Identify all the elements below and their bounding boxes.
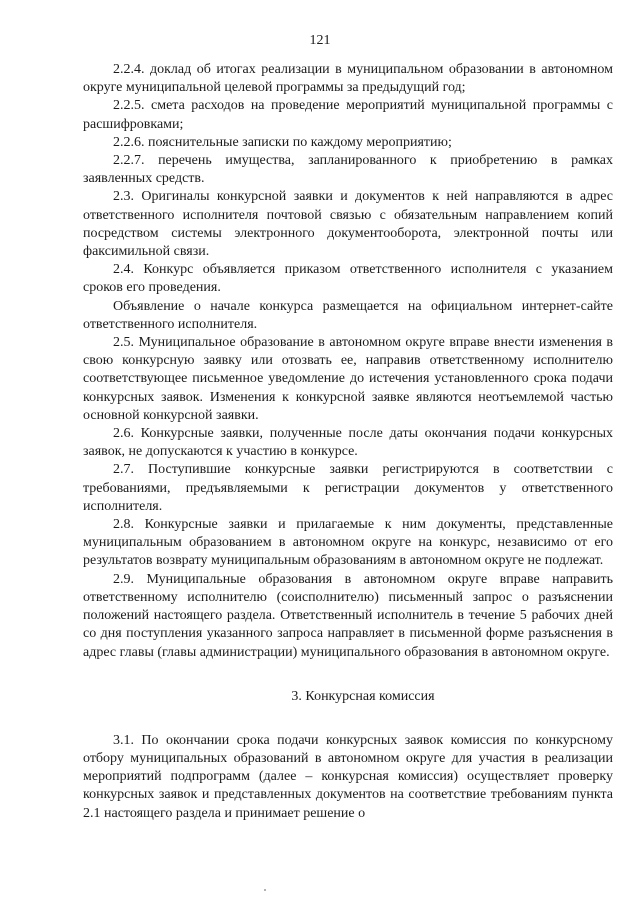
paragraph-2-2-6: 2.2.6. пояснительные записки по каждому мероприятию; [113,134,452,150]
scan-speck [264,889,266,891]
paragraph-2-2-7: 2.2.7. перечень имущества, запланированного к приобретению в рамках заявленных средств. [83,153,613,187]
document-body [83,61,613,823]
paragraph-2-8: 2.8. Конкурсные заявки и прилагаемые к ним документы, представленные муниципальным образованием в автономном округе на конкурс, независимо от его результатов возврату муниципальным образованиям в автономном округе не подлежат. [83,517,613,569]
paragraph-2-3: 2.3. Оригиналы конкурсной заявки и документов к ней направляются в адрес ответственного исполнителя почтовой связью с обязательным направлением копий посредством системы электронного документооборота, электронной почты или факсимильной связи. [83,189,613,260]
paragraph-announcement: Объявление о начале конкурса размещается на официальном интернет-сайте ответственного исполнителя. [83,298,613,332]
section-heading-konkursnaya-komissiya: 3. Конкурсная комиссия [291,688,435,704]
paragraph-2-6: 2.6. Конкурсные заявки, полученные после даты окончания подачи конкурсных заявок, не допускаются к участию в конкурсе. [83,426,613,460]
paragraph-3-1: 3.1. По окончании срока подачи конкурсных заявок комиссия по конкурсному отбору муниципальных образований в автономном округе для участия в реализации мероприятий подпрограмм (далее – конкурсная комиссия) осуществляет проверку конкурсных заявок и представленных документов на соответствие требованиям пункта 2.1 настоящего раздела и принимает решение о [83,732,613,821]
paragraph-2-9: 2.9. Муниципальные образования в автономном округе вправе направить ответственному исполнителю (соисполнителю) письменный запрос о разъяснении положений настоящего раздела. Ответственный исполнитель в течение 5 рабочих дней со дня поступления указанного запроса направляет в письменной форме разъяснения в адрес главы (главы администрации) муниципального образования в автономном округе. [83,571,613,660]
page-number: 121 [309,33,331,48]
paragraph-2-2-4: 2.2.4. доклад об итогах реализации в муниципальном образовании в автономном округе муниципальной целевой программы за предыдущий год; [83,62,613,96]
paragraph-2-7: 2.7. Поступившие конкурсные заявки регистрируются в соответствии с требованиями, предъявляемыми к регистрации документов у ответственного исполнителя. [83,462,613,514]
paragraph-2-4: 2.4. Конкурс объявляется приказом ответственного исполнителя с указанием сроков его проведения. [83,262,613,296]
paragraph-2-5: 2.5. Муниципальное образование в автономном округе вправе внести изменения в свою конкурсную заявку или отозвать ее, направив ответственному исполнителю соответствующее письменное уведомление до истечения установленного срока подачи конкурсных заявок. Изменения к конкурсной заявке являются неотъемлемой частью основной конкурсной заявки. [83,335,613,423]
paragraph-2-2-5: 2.2.5. смета расходов на проведение мероприятий муниципальной программы с расшифровками; [83,98,613,132]
